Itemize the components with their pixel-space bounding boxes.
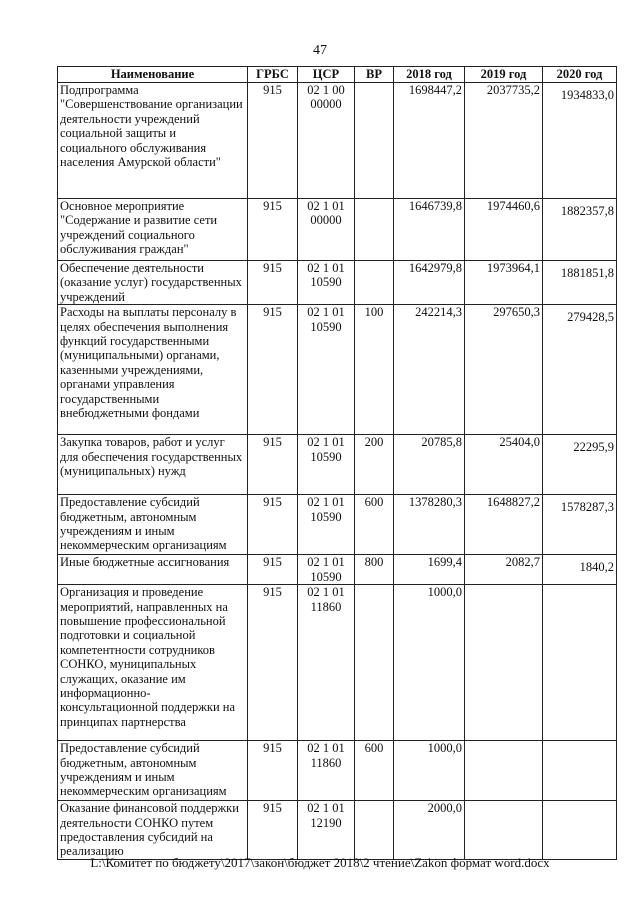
table-row <box>58 585 617 741</box>
cell-2018: 1000,0 <box>394 585 465 741</box>
cell-2018: 1642979,8 <box>394 261 465 305</box>
cell-csr: 02 1 01 10590 <box>298 555 355 585</box>
cell-2020: 1578287,3 <box>543 495 617 555</box>
header-row <box>58 67 617 83</box>
cell-2019 <box>465 801 543 860</box>
cell-name: Предоставление субсидий бюджетным, автономным учреждениям и иным некоммерческим организациям <box>58 495 248 555</box>
cell-vr: 200 <box>355 435 394 495</box>
cell-2019 <box>465 741 543 801</box>
cell-2020 <box>543 801 617 860</box>
cell-name: Предоставление субсидий бюджетным, автономным учреждениям и иным некоммерческим организациям <box>58 741 248 801</box>
cell-name: Обеспечение деятельности (оказание услуг) государственных учреждений <box>58 261 248 305</box>
table-row <box>58 741 617 801</box>
cell-2019: 25404,0 <box>465 435 543 495</box>
cell-2019: 2082,7 <box>465 555 543 585</box>
cell-grbs: 915 <box>248 305 298 435</box>
table-row <box>58 199 617 261</box>
cell-vr <box>355 801 394 860</box>
cell-2020: 1840,2 <box>543 555 617 585</box>
table-row <box>58 495 617 555</box>
cell-name: Организация и проведение мероприятий, направленных на повышение профессиональной подготовки и социальной компетентности сотрудников СОНКО, муниципальных служащих, оказание им информационно-консультационной поддержки на принципах партнерства <box>58 585 248 741</box>
cell-2020: 279428,5 <box>543 305 617 435</box>
cell-csr: 02 1 01 12190 <box>298 801 355 860</box>
cell-2020 <box>543 741 617 801</box>
cell-2018: 1699,4 <box>394 555 465 585</box>
cell-2018: 242214,3 <box>394 305 465 435</box>
cell-2019 <box>465 585 543 741</box>
cell-vr <box>355 261 394 305</box>
col-header-csr: ЦСР <box>298 67 355 83</box>
cell-csr: 02 1 01 11860 <box>298 585 355 741</box>
cell-grbs: 915 <box>248 555 298 585</box>
cell-vr: 600 <box>355 495 394 555</box>
cell-2020: 1881851,8 <box>543 261 617 305</box>
cell-csr: 02 1 01 10590 <box>298 435 355 495</box>
cell-name: Оказание финансовой поддержки деятельности СОНКО путем предоставления субсидий на реализацию <box>58 801 248 860</box>
cell-2018: 1000,0 <box>394 741 465 801</box>
cell-grbs: 915 <box>248 435 298 495</box>
cell-grbs: 915 <box>248 495 298 555</box>
table-row <box>58 83 617 199</box>
table-row <box>58 555 617 585</box>
cell-name: Расходы на выплаты персоналу в целях обеспечения выполнения функций государственными (муниципальными) органами, казенными учреждениями, органами управления государственными внебюджетными фондами <box>58 305 248 435</box>
cell-2018: 1378280,3 <box>394 495 465 555</box>
cell-grbs: 915 <box>248 261 298 305</box>
cell-csr: 02 1 01 00000 <box>298 199 355 261</box>
cell-2019: 297650,3 <box>465 305 543 435</box>
cell-name: Закупка товаров, работ и услуг для обеспечения государственных (муниципальных) нужд <box>58 435 248 495</box>
cell-2020: 1934833,0 <box>543 83 617 199</box>
cell-grbs: 915 <box>248 741 298 801</box>
table-row <box>58 801 617 860</box>
cell-csr: 02 1 00 00000 <box>298 83 355 199</box>
col-header-2020: 2020 год <box>543 67 617 83</box>
cell-2019: 2037735,2 <box>465 83 543 199</box>
cell-grbs: 915 <box>248 83 298 199</box>
cell-csr: 02 1 01 11860 <box>298 741 355 801</box>
cell-2020: 1882357,8 <box>543 199 617 261</box>
cell-vr <box>355 585 394 741</box>
cell-vr <box>355 199 394 261</box>
col-header-vr: ВР <box>355 67 394 83</box>
cell-2018: 2000,0 <box>394 801 465 860</box>
cell-2018: 1646739,8 <box>394 199 465 261</box>
col-header-2018: 2018 год <box>394 67 465 83</box>
cell-2019: 1648827,2 <box>465 495 543 555</box>
cell-name: Иные бюджетные ассигнования <box>58 555 248 585</box>
cell-2019: 1974460,6 <box>465 199 543 261</box>
cell-csr: 02 1 01 10590 <box>298 305 355 435</box>
cell-grbs: 915 <box>248 199 298 261</box>
cell-vr: 600 <box>355 741 394 801</box>
file-path-footer: L:\Комитет по бюджету\2017\закон\бюджет 2018\2 чтение\Zakon формат word.docx <box>90 855 550 870</box>
cell-2018: 1698447,2 <box>394 83 465 199</box>
col-header-name: Наименование <box>58 67 248 83</box>
cell-vr <box>355 83 394 199</box>
cell-csr: 02 1 01 10590 <box>298 495 355 555</box>
cell-grbs: 915 <box>248 585 298 741</box>
cell-vr: 800 <box>355 555 394 585</box>
cell-name: Подпрограмма "Совершенствование организации деятельности учреждений социальной защиты и социального обслуживания населения Амурской области" <box>58 83 248 199</box>
table-row <box>58 261 617 305</box>
cell-2018: 20785,8 <box>394 435 465 495</box>
table-row <box>58 435 617 495</box>
cell-csr: 02 1 01 10590 <box>298 261 355 305</box>
cell-grbs: 915 <box>248 801 298 860</box>
cell-2020: 22295,9 <box>543 435 617 495</box>
col-header-grbs: ГРБС <box>248 67 298 83</box>
page-number: 47 <box>313 43 327 58</box>
col-header-2019: 2019 год <box>465 67 543 83</box>
cell-name: Основное мероприятие "Содержание и развитие сети учреждений социального обслуживания граждан" <box>58 199 248 261</box>
cell-vr: 100 <box>355 305 394 435</box>
budget-table <box>57 66 617 860</box>
cell-2020 <box>543 585 617 741</box>
cell-2019: 1973964,1 <box>465 261 543 305</box>
table-row <box>58 305 617 435</box>
